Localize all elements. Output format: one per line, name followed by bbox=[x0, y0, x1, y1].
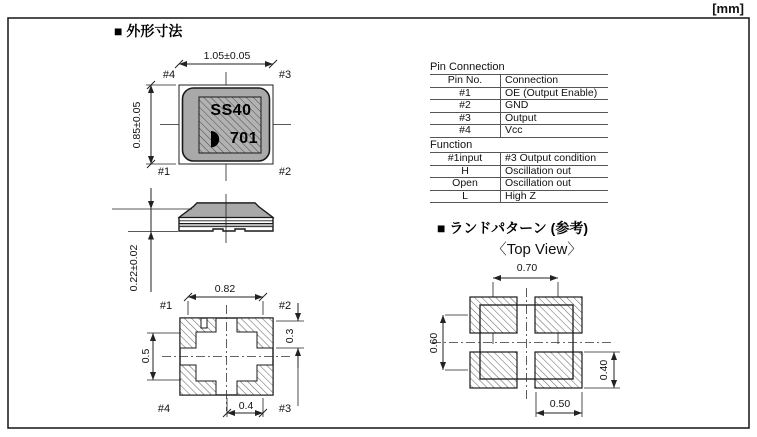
top-view-pin1-label: #1 bbox=[157, 166, 171, 178]
pin-connection-table bbox=[430, 61, 608, 138]
dim-bottom-pad: 0.4 bbox=[238, 400, 254, 412]
land-pad-bottom-left bbox=[470, 352, 517, 388]
bottom-view-pin1-label: #1 bbox=[159, 300, 173, 312]
table-row bbox=[430, 190, 608, 203]
condition-cell: High Z bbox=[501, 190, 609, 203]
connection-header: Connection bbox=[501, 75, 609, 88]
land-pattern-title: ■ ランドパターン (参考) bbox=[437, 220, 588, 236]
dim-top-width: 1.05±0.05 bbox=[203, 50, 251, 62]
outline-section-title: ■ 外形寸法 bbox=[114, 23, 183, 39]
page-border bbox=[8, 18, 749, 428]
pin-cell: #1 bbox=[430, 87, 501, 100]
land-pad-top-right bbox=[535, 297, 582, 333]
marking-lot: 701 bbox=[229, 130, 259, 147]
table-row bbox=[430, 125, 608, 138]
marking-model: SS40 bbox=[210, 102, 252, 119]
pin-cell: #3 bbox=[430, 112, 501, 125]
output-condition-header: #3 Output condition bbox=[501, 153, 609, 166]
dim-bottom-right: 0.3 bbox=[284, 328, 296, 344]
table-row bbox=[430, 87, 608, 100]
input-header: #1input bbox=[430, 153, 501, 166]
dim-top-height: 0.85±0.05 bbox=[131, 101, 143, 149]
table-row bbox=[430, 112, 608, 125]
pin-table-title: Pin Connection bbox=[430, 61, 505, 73]
input-cell: H bbox=[430, 165, 501, 178]
pin-cell: #2 bbox=[430, 100, 501, 113]
dim-side-height: 0.22±0.02 bbox=[128, 244, 140, 292]
condition-cell: Oscillation out bbox=[501, 178, 609, 191]
connection-cell: Output bbox=[501, 112, 609, 125]
top-view-pin4-label: #4 bbox=[162, 69, 176, 81]
connection-cell: OE (Output Enable) bbox=[501, 87, 609, 100]
input-cell: Open bbox=[430, 178, 501, 191]
table-row bbox=[430, 165, 608, 178]
connection-cell: Vcc bbox=[501, 125, 609, 138]
condition-cell: Oscillation out bbox=[501, 165, 609, 178]
table-header-row bbox=[430, 75, 608, 88]
function-table-title: Function bbox=[430, 139, 473, 151]
bottom-view-pin2-label: #2 bbox=[278, 300, 292, 312]
dim-bottom-left: 0.5 bbox=[140, 348, 152, 364]
dim-land-right: 0.40 bbox=[598, 359, 610, 381]
dim-land-bottom: 0.50 bbox=[549, 398, 571, 410]
top-view-pin2-label: #2 bbox=[278, 166, 292, 178]
bottom-view-pin3-label: #3 bbox=[278, 403, 292, 415]
table-header-row bbox=[430, 153, 608, 166]
land-pattern-subtitle: 〈Top View〉 bbox=[491, 241, 583, 258]
land-pad-bottom-right bbox=[535, 352, 582, 388]
dim-bottom-width: 0.82 bbox=[214, 283, 236, 295]
land-pad-top-left bbox=[470, 297, 517, 333]
land-pattern-drawing bbox=[432, 278, 620, 417]
top-view-pin3-label: #3 bbox=[278, 69, 292, 81]
connection-cell: GND bbox=[501, 100, 609, 113]
table-row bbox=[430, 178, 608, 191]
dim-land-left: 0.60 bbox=[428, 332, 440, 354]
table-row bbox=[430, 100, 608, 113]
function-table bbox=[430, 139, 608, 203]
dim-land-top: 0.70 bbox=[516, 262, 538, 274]
bottom-view-pin4-label: #4 bbox=[157, 403, 171, 415]
unit-label: [mm] bbox=[712, 1, 744, 16]
pin-no-header: Pin No. bbox=[430, 75, 501, 88]
pin-cell: #4 bbox=[430, 125, 501, 138]
input-cell: L bbox=[430, 190, 501, 203]
